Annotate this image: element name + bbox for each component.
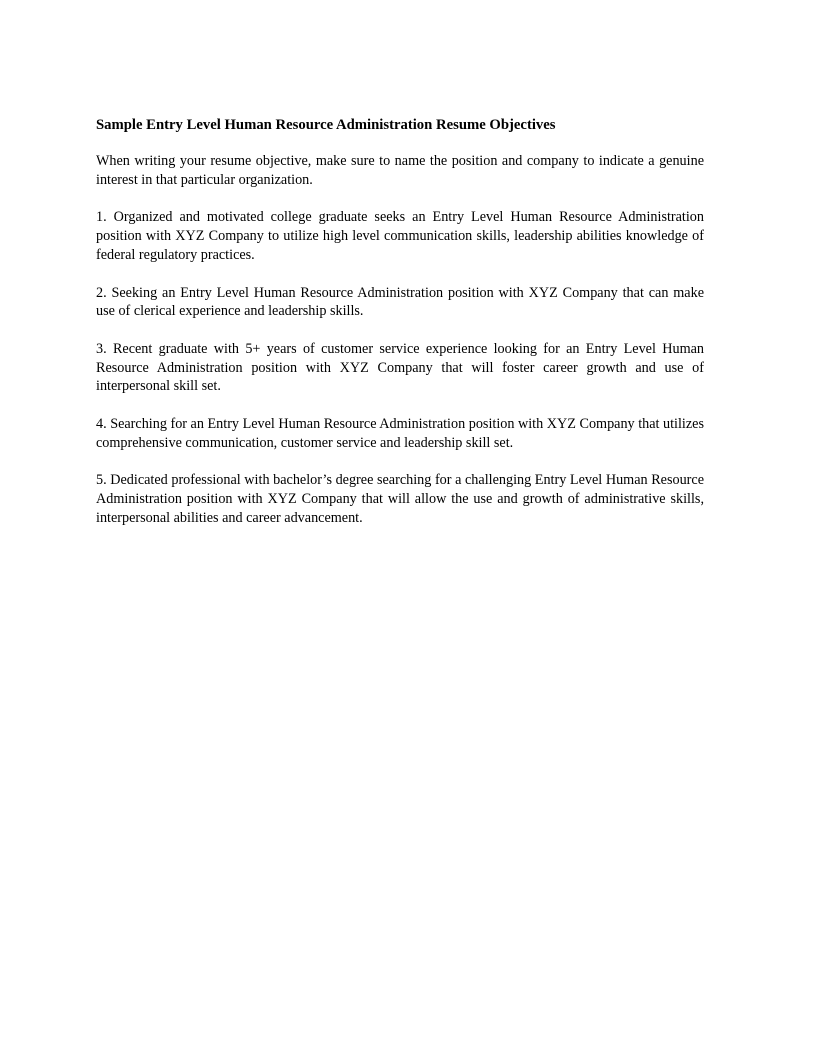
document-page bbox=[96, 116, 704, 547]
objective-2: 2. Seeking an Entry Level Human Resource Administration position with XYZ Company that can make use of clerical experience and leadership skills. bbox=[96, 284, 704, 320]
intro-paragraph: When writing your resume objective, make sure to name the position and company to indicate a genuine interest in that particular organization. bbox=[96, 153, 704, 188]
document-title: Sample Entry Level Human Resource Administration Resume Objectives bbox=[96, 117, 556, 133]
objective-5: 5. Dedicated professional with bachelor’s degree searching for a challenging Entry Level Human Resource Administration position with XYZ Company that will allow the use and growth of administrative skills, interpersonal abilities and career advancement. bbox=[96, 472, 704, 526]
objective-3: 3. Recent graduate with 5+ years of customer service experience looking for an Entry Level Human Resource Administration position with XYZ Company that will foster career growth and use of interpersonal skill set. bbox=[96, 340, 704, 395]
objective-4: 4. Searching for an Entry Level Human Resource Administration position with XYZ Company that utilizes comprehensive communication, customer service and leadership skill set. bbox=[96, 416, 704, 451]
objective-1: 1. Organized and motivated college graduate seeks an Entry Level Human Resource Administration position with XYZ Company to utilize high level communication skills, leadership abilities knowledge of federal regulatory practices. bbox=[96, 209, 704, 263]
